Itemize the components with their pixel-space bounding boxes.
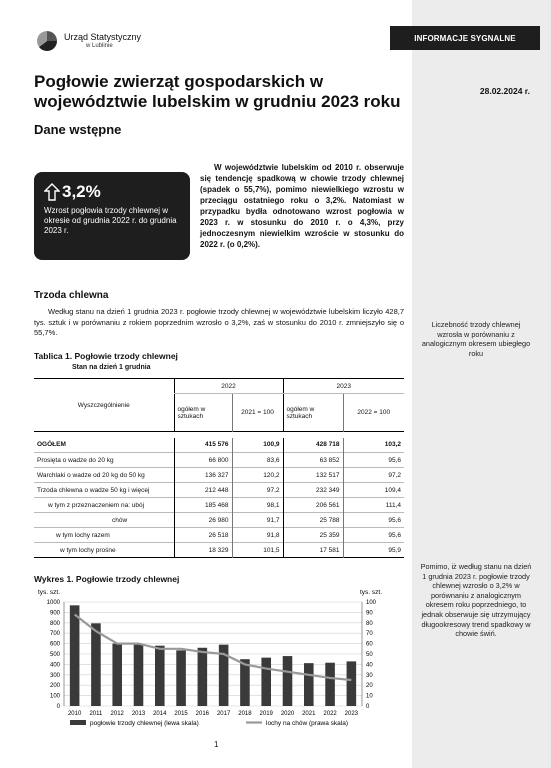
bar <box>261 658 271 706</box>
x-tick: 2021 <box>302 711 316 717</box>
cell: 91,7 <box>232 513 283 528</box>
cell: 120,2 <box>232 468 283 483</box>
cell: 95,9 <box>343 543 404 558</box>
y-tick-left: 600 <box>49 641 60 648</box>
x-tick: 2018 <box>238 711 252 717</box>
row-label: w tym z przeznaczeniem na: ubój <box>48 501 145 509</box>
highlight-text: Wzrost pogłowia trzody chlewnej w okresie od grudnia 2022 r. do grudnia 2023 r. <box>44 206 177 235</box>
row-label: Warchlaki o wadze od 20 kg do 50 kg <box>37 471 145 479</box>
y-tick-right: 90 <box>366 610 373 617</box>
y-tick-right: 70 <box>366 631 373 638</box>
bar <box>176 650 186 706</box>
bar <box>155 646 165 706</box>
logo <box>34 28 141 54</box>
chart-title: Wykres 1. Pogłowie trzody chlewnej <box>34 574 180 584</box>
bar <box>112 644 122 706</box>
lead-paragraph: W województwie lubelskim od 2010 r. obserwuje się tendencję spadkową w chowie trzody chlewnej (spadek o 55,7%), pomimo niewielkiego wzrostu w przeciągu ostatniego roku o 3,2%. Natomiast w przypadku bydła odnotowano wzrost pogłowia w 2023 r. w stosunku do 2010 r. o 4,3%, przy jednoczesnym niewielkim wzroście w stosunku do 2022 r. (o 0,2%). <box>200 163 404 249</box>
bar <box>198 648 208 706</box>
cell: 136 327 <box>174 468 232 483</box>
x-tick: 2010 <box>67 711 82 717</box>
legend-label-line: lochy na chów (prawa skala) <box>266 720 349 727</box>
subcol-header: ogółem w sztukach <box>174 394 232 432</box>
y-tick-left: 0 <box>56 704 60 710</box>
y-tick-right: 20 <box>366 683 373 690</box>
bar <box>134 644 144 706</box>
y-tick-left: 100 <box>49 693 60 700</box>
table-row <box>34 438 404 453</box>
subcol-header: 2022 = 100 <box>343 394 404 432</box>
org-sub: w Lublinie <box>86 42 113 49</box>
table-subtitle: Stan na dzień 1 grudnia <box>72 364 151 371</box>
y-tick-right: 80 <box>366 620 373 627</box>
data-table <box>34 378 404 558</box>
table-title: Tablica 1. Pogłowie trzody chlewnej <box>34 351 178 361</box>
cell: 95,6 <box>343 513 404 528</box>
y-tick-right: 40 <box>366 662 373 669</box>
subcol-header: 2021 = 100 <box>232 394 283 432</box>
x-tick: 2016 <box>195 711 210 717</box>
x-tick: 2019 <box>259 711 273 717</box>
y-tick-left: 200 <box>49 683 60 690</box>
pig-population-chart <box>30 584 400 732</box>
row-label: OGÓŁEM <box>37 441 66 449</box>
year-header: 2023 <box>283 379 404 394</box>
cell: 109,4 <box>343 483 404 498</box>
cell: 97,2 <box>232 483 283 498</box>
table-row <box>34 543 404 558</box>
section-text: Według stanu na dzień 1 grudnia 2023 r. pogłowie trzody chlewnej w województwie lubelskim liczyło 428,7 tys. sztuk i w porównaniu z rokiem poprzednim wzrosło o 3,2%, zaś w stosunku do 2010 r. zmniejszyło się o 55,7%. <box>34 307 404 337</box>
cell: 98,1 <box>232 498 283 513</box>
bar <box>283 656 293 706</box>
statistics-office-logo-icon <box>34 28 60 54</box>
table-row <box>34 453 404 468</box>
subcol-header: ogółem w sztukach <box>283 394 343 432</box>
table-row <box>34 513 404 528</box>
y-axis-left-unit: tys. szt. <box>38 589 61 596</box>
bar <box>91 623 101 706</box>
cell: 26 518 <box>174 528 232 543</box>
x-tick: 2013 <box>131 711 146 717</box>
y-tick-left: 1000 <box>46 600 60 606</box>
cell: 91,8 <box>232 528 283 543</box>
x-tick: 2012 <box>110 711 124 717</box>
table-row <box>34 483 404 498</box>
cell: 26 980 <box>174 513 232 528</box>
y-tick-left: 700 <box>49 631 60 638</box>
cell: 185 468 <box>174 498 232 513</box>
y-axis-right-unit: tys. szt. <box>360 589 383 596</box>
cell: 66 800 <box>174 453 232 468</box>
bar <box>240 659 250 706</box>
bar <box>347 661 357 706</box>
y-tick-right: 30 <box>366 672 373 679</box>
y-tick-right: 0 <box>366 704 370 710</box>
cell: 95,6 <box>343 453 404 468</box>
row-label: w tym lochy prośne <box>60 546 116 554</box>
y-tick-left: 400 <box>49 662 60 669</box>
cell: 111,4 <box>343 498 404 513</box>
bar <box>304 663 314 706</box>
x-tick: 2011 <box>89 711 103 717</box>
row-label: Prosięta o wadze do 20 kg <box>37 456 114 464</box>
legend-label-bars: pogłowie trzody chlewnej (lewa skala) <box>90 720 199 727</box>
cell: 428 718 <box>283 438 343 453</box>
cell: 132 517 <box>283 468 343 483</box>
side-note-1: Liczebność trzody chlewnej wzrosła w porównaniu z analogicznym okresem ubiegłego roku <box>421 320 531 358</box>
cell: 100,9 <box>232 438 283 453</box>
cell: 212 448 <box>174 483 232 498</box>
x-tick: 2017 <box>216 711 231 717</box>
section-title: Trzoda chlewna <box>34 290 109 301</box>
page-title: Pogłowie zwierząt gospodarskich w województwie lubelskim w grudniu 2023 roku <box>34 72 401 111</box>
arrow-up-icon <box>44 183 60 201</box>
x-tick: 2023 <box>344 711 359 717</box>
row-label: Trzoda chlewna o wadze 50 kg i więcej <box>37 486 150 494</box>
cell: 232 349 <box>283 483 343 498</box>
cell: 101,5 <box>232 543 283 558</box>
bar <box>325 663 335 706</box>
side-note-2: Pomimo, iż według stanu na dzień 1 grudnia 2023 r. pogłowie trzody chlewnej wzrosło o 3,2% w porównaniu z analogicznym okresem roku poprzedniego, to jednak obserwuje się utrzymujący długookresowy trend spadkowy w chowie świń. <box>420 562 532 639</box>
publication-date: 28.02.2024 r. <box>479 86 530 96</box>
x-tick: 2014 <box>153 711 167 717</box>
y-tick-right: 60 <box>366 641 373 648</box>
cell: 415 576 <box>174 438 232 453</box>
table-row <box>34 498 404 513</box>
cell: 25 788 <box>283 513 343 528</box>
x-tick: 2015 <box>174 711 188 717</box>
page-subtitle: Dane wstępne <box>34 122 122 137</box>
info-tab: INFORMACJE SYGNALNE <box>390 26 540 50</box>
y-tick-left: 300 <box>49 672 60 679</box>
highlight-box <box>34 172 190 260</box>
cell: 97,2 <box>343 468 404 483</box>
cell: 17 581 <box>283 543 343 558</box>
year-header: 2022 <box>174 379 283 394</box>
bar <box>70 605 80 706</box>
cell: 95,6 <box>343 528 404 543</box>
right-sidebar <box>412 0 551 768</box>
table-row <box>34 468 404 483</box>
cell: 103,2 <box>343 438 404 453</box>
y-tick-left: 900 <box>49 610 60 617</box>
cell: 18 329 <box>174 543 232 558</box>
x-tick: 2020 <box>280 711 295 717</box>
table-row <box>34 528 404 543</box>
y-tick-right: 10 <box>366 693 373 700</box>
row-label: w tym lochy razem <box>56 531 110 539</box>
legend-swatch-bars <box>70 720 86 725</box>
x-tick: 2022 <box>323 711 337 717</box>
y-tick-right: 50 <box>366 652 373 658</box>
page-number: 1 <box>214 740 219 749</box>
highlight-value: 3,2% <box>62 182 101 201</box>
col-header: Wyszczególnienie <box>34 379 174 432</box>
y-tick-left: 500 <box>49 652 60 658</box>
cell: 83,6 <box>232 453 283 468</box>
cell: 25 359 <box>283 528 343 543</box>
row-label: chów <box>112 516 128 524</box>
y-tick-left: 800 <box>49 620 60 627</box>
y-tick-right: 100 <box>366 600 377 606</box>
cell: 206 561 <box>283 498 343 513</box>
cell: 63 852 <box>283 453 343 468</box>
org-name: Urząd Statystyczny <box>64 32 142 43</box>
